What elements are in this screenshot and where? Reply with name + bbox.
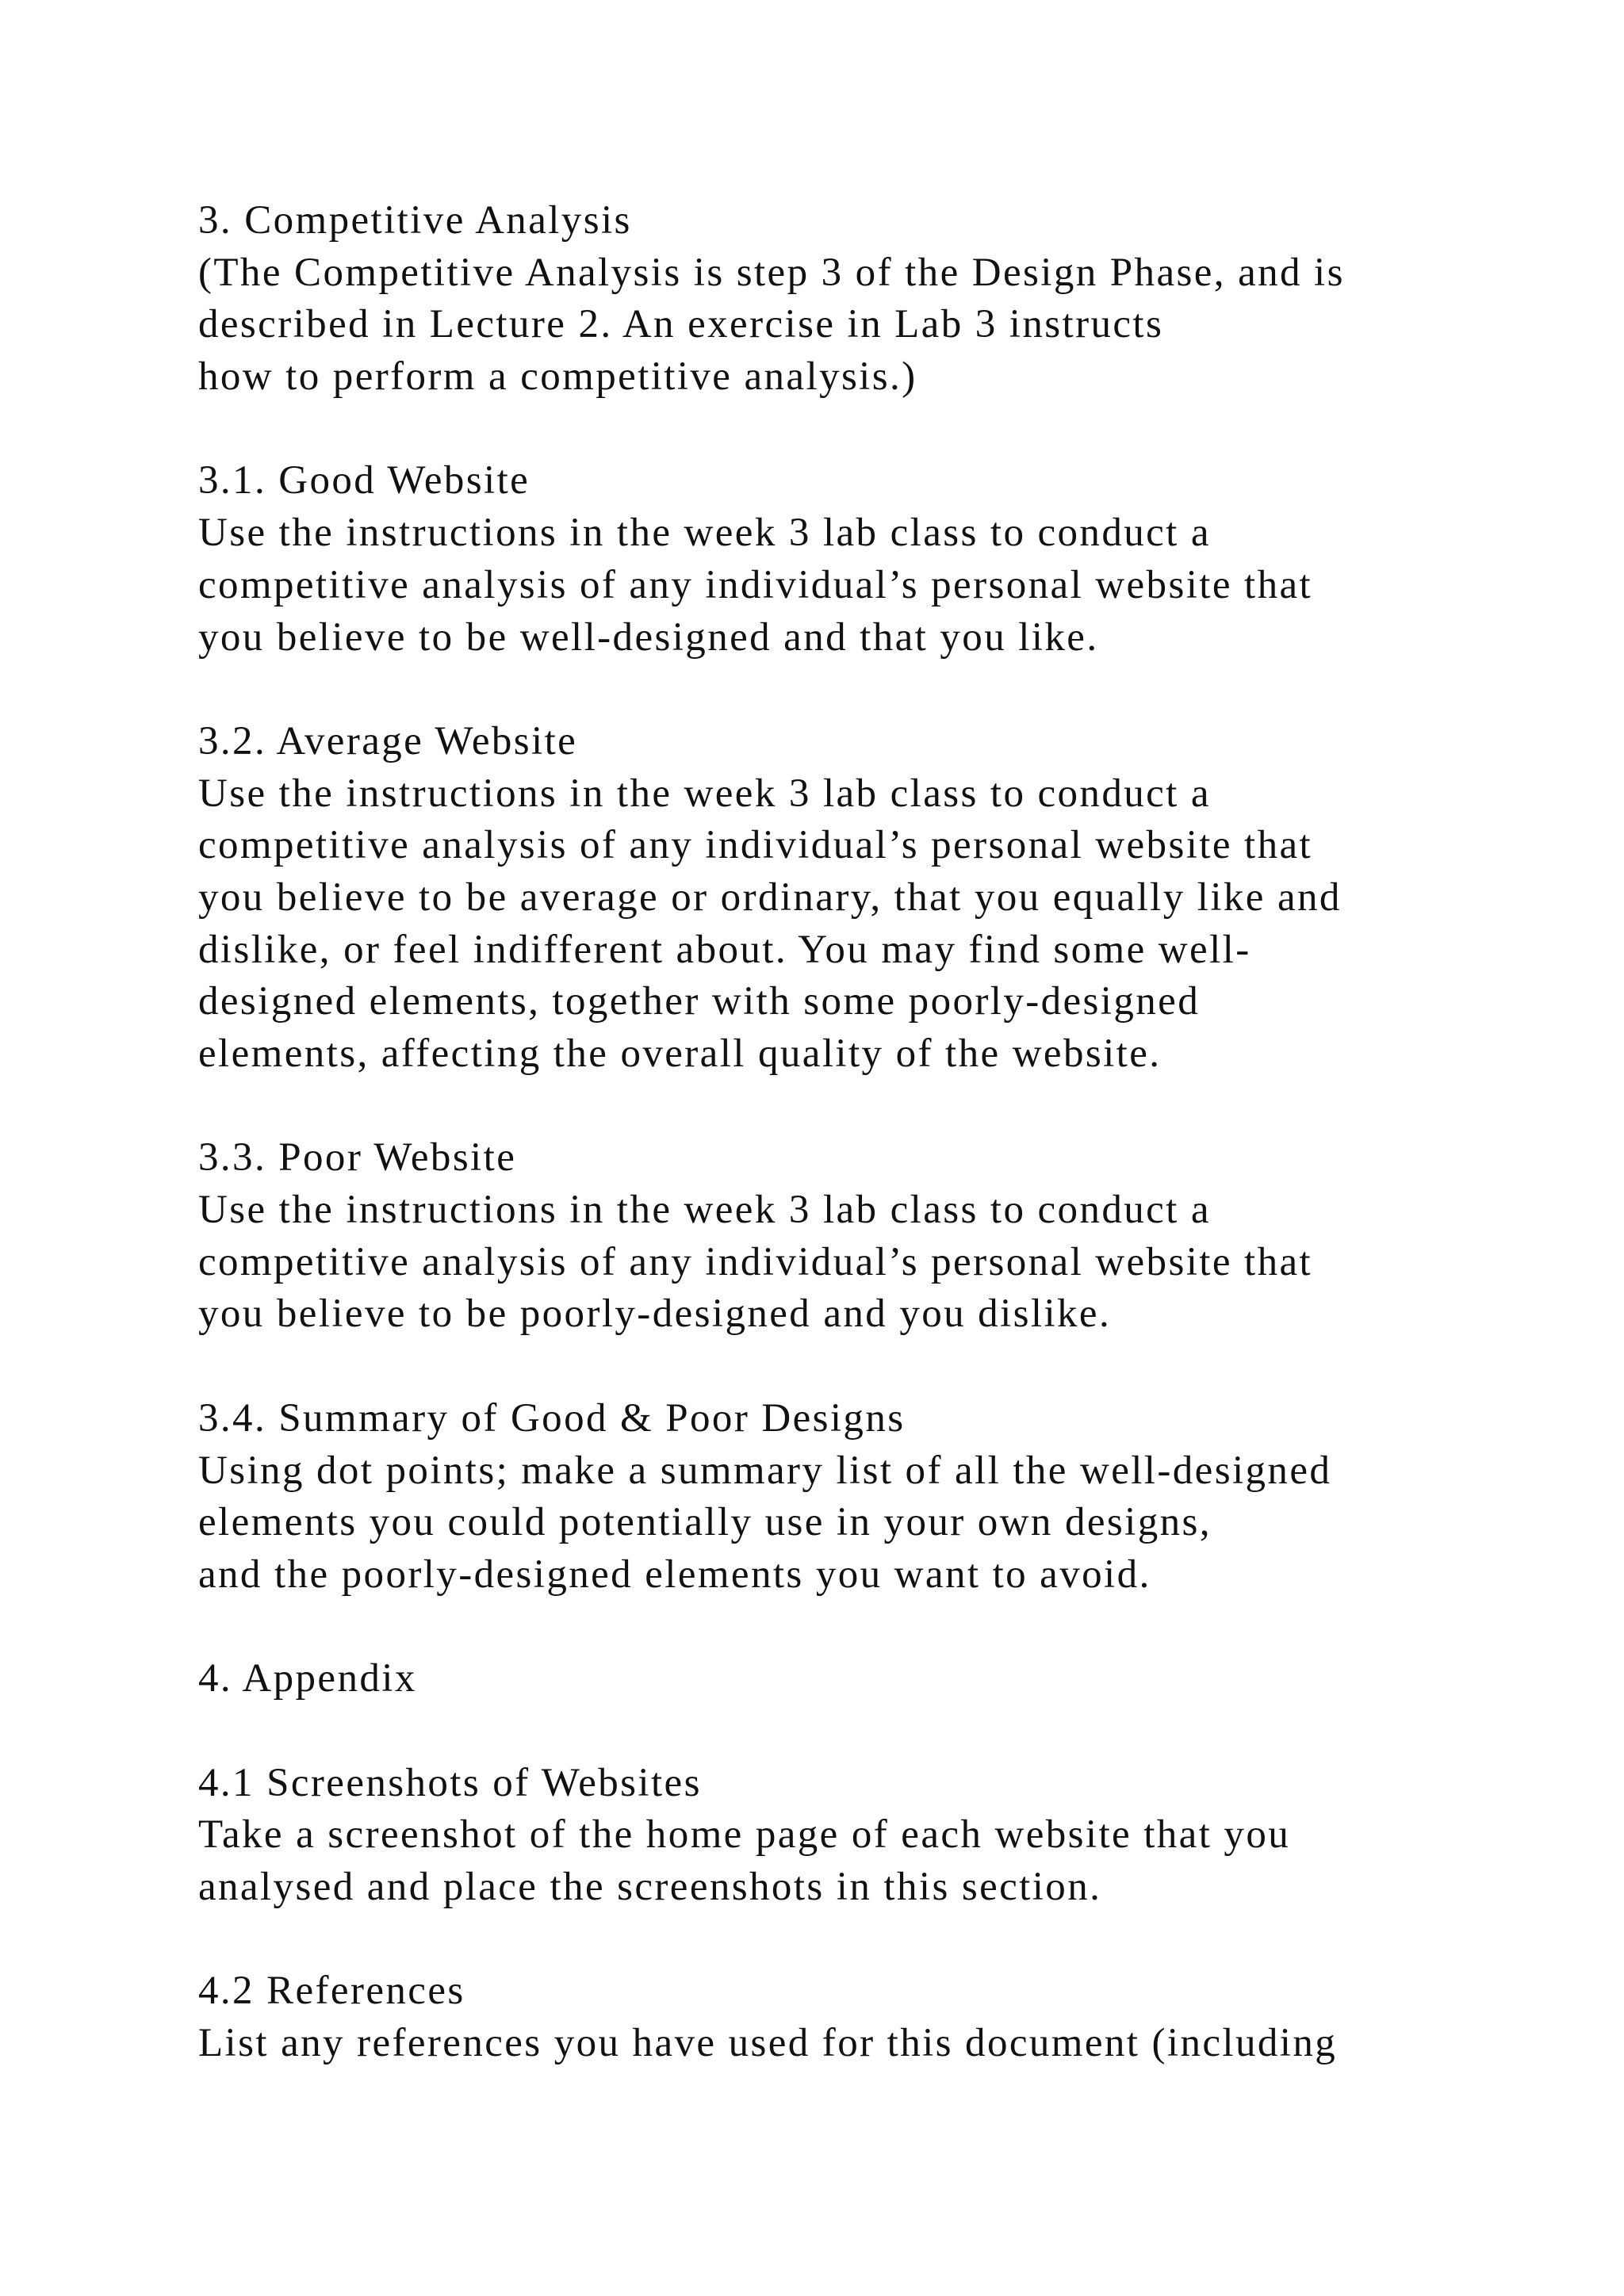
text-line: described in Lecture 2. An exercise in Lab 3 instructs [198,302,1164,347]
text-line: elements, affecting the overall quality of the website. [198,1031,1162,1076]
text-line: elements you could potentially use in your own designs, [198,1500,1212,1545]
section-heading-average-website: 3.2. Average Website [198,718,578,763]
blank-line [198,664,1594,716]
text-line: competitive analysis of any individual’s personal website that [198,1239,1313,1284]
text-line: how to perform a competitive analysis.) [198,354,917,400]
section-heading-competitive-analysis: 3. Competitive Analysis [198,198,632,243]
section-heading-screenshots: 4.1 Screenshots of Websites [198,1760,702,1805]
text-line: dislike, or feel indifferent about. You may find some well- [198,927,1251,972]
section-heading-poor-website: 3.3. Poor Website [198,1135,517,1181]
document-text [198,195,1594,2070]
text-line: competitive analysis of any individual’s personal website that [198,562,1313,607]
text-line: Use the instructions in the week 3 lab class to conduct a [198,771,1211,816]
blank-line [198,1081,1594,1133]
text-line: you believe to be average or ordinary, that you equally like and [198,874,1342,920]
blank-line [198,1705,1594,1758]
text-line: and the poorly-designed elements you want to avoid. [198,1552,1151,1597]
text-line: designed elements, together with some poorly-designed [198,979,1201,1024]
text-line: competitive analysis of any individual’s personal website that [198,823,1313,868]
text-line: analysed and place the screenshots in this section. [198,1865,1102,1909]
text-line: Use the instructions in the week 3 lab class to conduct a [198,1188,1211,1233]
text-line: List any references you have used for this document (including [198,2021,1338,2066]
blank-line [198,404,1594,456]
text-line: Use the instructions in the week 3 lab class to conduct a [198,511,1211,556]
section-heading-good-website: 3.1. Good Website [198,458,530,503]
blank-line [198,1914,1594,1966]
text-line: you believe to be well-designed and that you like. [198,614,1099,660]
section-heading-summary: 3.4. Summary of Good & Poor Designs [198,1395,906,1441]
text-line: Using dot points; make a summary list of all the well-designed [198,1448,1332,1493]
text-line: you believe to be poorly-designed and you dislike. [198,1292,1112,1337]
text-line: (The Competitive Analysis is step 3 of the Design Phase, and is [198,250,1345,295]
section-heading-appendix: 4. Appendix [198,1656,417,1701]
blank-line [198,1341,1594,1393]
text-line: Take a screenshot of the home page of each website that you [198,1812,1291,1858]
blank-line [198,1601,1594,1654]
section-heading-references: 4.2 References [198,1969,465,2014]
